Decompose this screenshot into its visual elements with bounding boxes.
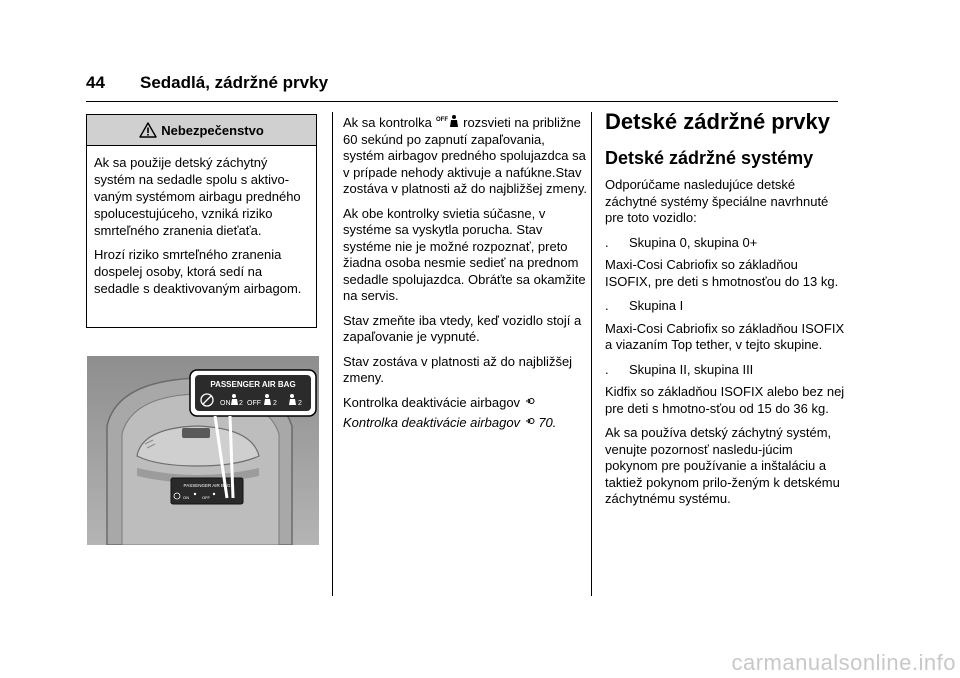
column-divider-2 (591, 112, 592, 596)
section-heading: Detské zádržné systémy (605, 148, 814, 168)
item-description: Kidfix so základňou ISOFIX alebo bez nej pre deti s hmotno-sťou od 15 do 36 kg. (605, 384, 845, 416)
cross-reference-icon (524, 396, 535, 407)
section-title: Sedadlá, zádržné prvky (140, 73, 329, 92)
callout-off-label: OFF (247, 400, 261, 407)
bullet: . (605, 361, 609, 377)
middle-paragraph-4: Stav zostáva v platnosti až do najbližšej zmeny. (343, 353, 573, 385)
watermark: carmanualsonline.info (731, 650, 956, 675)
bullet: . (605, 298, 609, 313)
callout-two-person: 2 (298, 400, 302, 407)
middle-paragraph-6[interactable] (343, 415, 587, 432)
display-label: PASSENGER AIR BAG (183, 483, 231, 488)
middle-column (343, 114, 587, 440)
callout-on-label: ON (220, 400, 231, 407)
item-description: Maxi-Cosi Cabriofix so základňou ISOFIX a viazaním Top tether, v tejto skupine. (605, 320, 845, 352)
xref-link-text[interactable]: Kontrolka deaktivácie airbagov (343, 415, 521, 430)
danger-title: Nebezpečenstvo (161, 122, 264, 138)
middle-p5-text: Kontrolka deaktivácie airbagov (343, 394, 521, 410)
middle-paragraph-3: Stav zmeňte iba vtedy, keď vozidlo stojí a zapaľovanie je vypnuté. (343, 312, 582, 344)
danger-box (86, 114, 317, 328)
list-item (605, 235, 845, 252)
middle-p1-start: Ak sa kontrolka (343, 115, 432, 130)
xref-arrow-icon (524, 416, 535, 427)
display-on-label: ON (183, 495, 189, 500)
xref-page[interactable]: 70. (538, 415, 557, 430)
svg-text:OFF: OFF (435, 117, 448, 123)
item-title: Skupina I (629, 298, 684, 313)
right-column (605, 108, 845, 516)
header-rule (86, 101, 838, 102)
middle-paragraph-1 (343, 114, 587, 198)
item-title: Skupina II, skupina III (629, 361, 754, 377)
callout-label: PASSENGER AIR BAG (210, 380, 296, 389)
page-number: 44 (86, 73, 105, 92)
list-item (605, 298, 845, 315)
danger-paragraph-2: Hrozí riziko smrteľného zranenia dospelej osoby, ktorá sedí na sedadle s deaktivovaným airbagom. (94, 247, 302, 296)
display-off-label: OFF (202, 495, 210, 500)
item-title: Skupina 0, skupina 0+ (629, 234, 758, 250)
intro-paragraph: Odporúčame nasledujúce detské záchytné systémy špeciálne navrhnuté pre toto vozidlo: (605, 177, 829, 225)
passenger-off-icon (265, 394, 269, 398)
airbag-off-indicator-icon (436, 114, 460, 129)
page-header (86, 73, 328, 93)
passenger-on-icon (232, 394, 236, 398)
chapter-heading: Detské zádržné prvky (605, 109, 830, 134)
list-item (605, 362, 845, 379)
bullet: . (605, 234, 609, 250)
airbag-panel-drawing (87, 356, 319, 545)
danger-header (87, 115, 316, 146)
column-divider-1 (332, 112, 333, 596)
danger-paragraph-1: Ak sa použije detský záchytný systém na sedadle spolu s aktivo-vaným systémom airbagu predného spolucestujúceho, vzniká riziko smrteľného zranenia dieťaťa. (94, 155, 301, 238)
item-description: Maxi-Cosi Cabriofix so základňou ISOFIX, pre deti s hmotnosťou do 13 kg. (605, 257, 839, 289)
middle-p1-end: rozsvieti na približne 60 sekúnd po zapnutí zapaľovania, systém airbagov predného spolujazdca sa v prípade nehody aktivuje a nafúkne.Stav zostáva v platnosti až do najbližšej zmeny. (343, 115, 587, 196)
callout-two-on: 2 (239, 400, 243, 407)
airbag-panel-illustration (87, 356, 319, 545)
callout-two-off: 2 (273, 400, 277, 407)
warning-triangle-icon (139, 122, 157, 138)
person-icon (290, 394, 294, 398)
middle-paragraph-2: Ak obe kontrolky svietia súčasne, v systéme sa vyskytla porucha. Stav systéme nie je možné rozpoznať, preto žiadna osoba nesmie sedieť na prednom sedadle spolujazdca. Obráťte sa okamžite na servis. (343, 205, 586, 303)
outro-paragraph: Ak sa používa detský záchytný systém, venujte pozornosť nasledu-júcim pokynom pre používanie a inštaláciu a taktiež pokynom prilo-ženým k detskému záchytnému systému. (605, 425, 840, 506)
middle-paragraph-5 (343, 395, 587, 412)
